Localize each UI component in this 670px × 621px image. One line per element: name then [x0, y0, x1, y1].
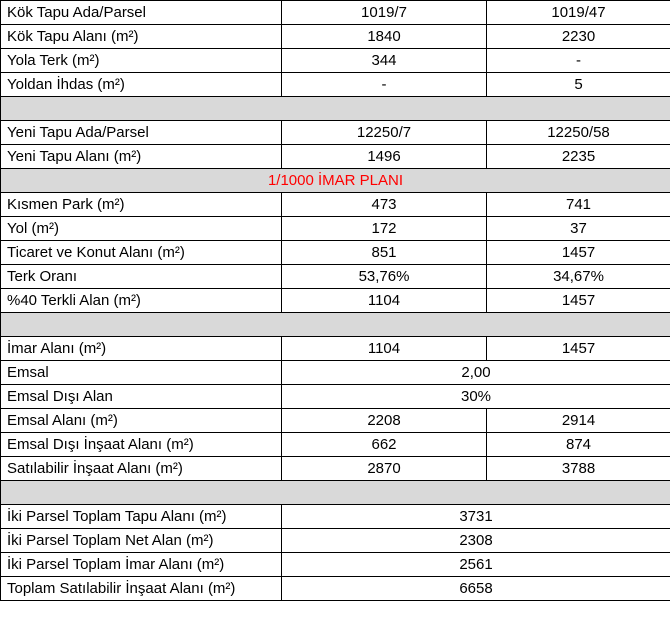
separator-row: [1, 313, 670, 337]
parcel-2-value: 2230: [487, 25, 670, 49]
separator-cell: [1, 97, 670, 121]
parcel-2-value: 34,67%: [487, 265, 670, 289]
parcel-2-value: 5: [487, 73, 670, 97]
parcel-1-value: 12250/7: [282, 121, 487, 145]
parcel-2-value: 1457: [487, 241, 670, 265]
parcel-2-value: 1019/47: [487, 1, 670, 25]
section-heading: 1/1000 İMAR PLANI: [1, 169, 670, 193]
row-label: Yeni Tapu Alanı (m²): [1, 145, 282, 169]
row-label: Kök Tapu Alanı (m²): [1, 25, 282, 49]
table-row: [1, 241, 670, 265]
parcel-2-value: 2235: [487, 145, 670, 169]
parcel-2-value: 3788: [487, 457, 670, 481]
separator-row: [1, 97, 670, 121]
parcel-1-value: 1840: [282, 25, 487, 49]
table-row: [1, 25, 670, 49]
row-label: Terk Oranı: [1, 265, 282, 289]
parcel-2-value: 2914: [487, 409, 670, 433]
separator-cell: [1, 481, 670, 505]
parcel-2-value: 12250/58: [487, 121, 670, 145]
merged-value: 2308: [282, 529, 670, 553]
row-label: İki Parsel Toplam Net Alan (m²): [1, 529, 282, 553]
parcel-1-value: 53,76%: [282, 265, 487, 289]
parcel-1-value: -: [282, 73, 487, 97]
table-row: [1, 361, 670, 385]
parcel-1-value: 1019/7: [282, 1, 487, 25]
row-label: Emsal Alanı (m²): [1, 409, 282, 433]
parcel-2-value: 1457: [487, 337, 670, 361]
row-label: Emsal Dışı Alan: [1, 385, 282, 409]
parcel-1-value: 1104: [282, 289, 487, 313]
table-row: [1, 553, 670, 577]
row-label: Ticaret ve Konut Alanı (m²): [1, 241, 282, 265]
parcel-1-value: 172: [282, 217, 487, 241]
parcel-2-value: 1457: [487, 289, 670, 313]
row-label: Emsal: [1, 361, 282, 385]
section-heading-row: [1, 169, 670, 193]
table-row: [1, 49, 670, 73]
table-row: [1, 145, 670, 169]
table-row: [1, 433, 670, 457]
row-label: Satılabilir İnşaat Alanı (m²): [1, 457, 282, 481]
parcel-1-value: 2870: [282, 457, 487, 481]
row-label: Yeni Tapu Ada/Parsel: [1, 121, 282, 145]
table-row: [1, 265, 670, 289]
parcel-2-value: 37: [487, 217, 670, 241]
row-label: Toplam Satılabilir İnşaat Alanı (m²): [1, 577, 282, 601]
merged-value: 2561: [282, 553, 670, 577]
table-row: [1, 121, 670, 145]
table-row: [1, 193, 670, 217]
row-label: Yoldan İhdas (m²): [1, 73, 282, 97]
parcel-2-value: 741: [487, 193, 670, 217]
merged-value: 3731: [282, 505, 670, 529]
row-label: Kök Tapu Ada/Parsel: [1, 1, 282, 25]
table-row: [1, 505, 670, 529]
parcel-2-value: -: [487, 49, 670, 73]
table-row: [1, 289, 670, 313]
row-label: İmar Alanı (m²): [1, 337, 282, 361]
parcel-1-value: 662: [282, 433, 487, 457]
separator-row: [1, 481, 670, 505]
table-row: [1, 529, 670, 553]
parcel-1-value: 473: [282, 193, 487, 217]
merged-value: 30%: [282, 385, 670, 409]
parcel-1-value: 2208: [282, 409, 487, 433]
row-label: Yola Terk (m²): [1, 49, 282, 73]
parcel-2-value: 874: [487, 433, 670, 457]
table-row: [1, 73, 670, 97]
separator-cell: [1, 313, 670, 337]
table-row: [1, 385, 670, 409]
row-label: İki Parsel Toplam Tapu Alanı (m²): [1, 505, 282, 529]
table-row: [1, 217, 670, 241]
parcel-1-value: 1496: [282, 145, 487, 169]
table-row: [1, 337, 670, 361]
row-label: Emsal Dışı İnşaat Alanı (m²): [1, 433, 282, 457]
row-label: İki Parsel Toplam İmar Alanı (m²): [1, 553, 282, 577]
table-row: [1, 1, 670, 25]
parcel-1-value: 1104: [282, 337, 487, 361]
row-label: %40 Terkli Alan (m²): [1, 289, 282, 313]
row-label: Kısmen Park (m²): [1, 193, 282, 217]
merged-value: 6658: [282, 577, 670, 601]
table-row: [1, 409, 670, 433]
merged-value: 2,00: [282, 361, 670, 385]
parcel-1-value: 344: [282, 49, 487, 73]
table-row: [1, 577, 670, 601]
parcel-1-value: 851: [282, 241, 487, 265]
row-label: Yol (m²): [1, 217, 282, 241]
table-row: [1, 457, 670, 481]
